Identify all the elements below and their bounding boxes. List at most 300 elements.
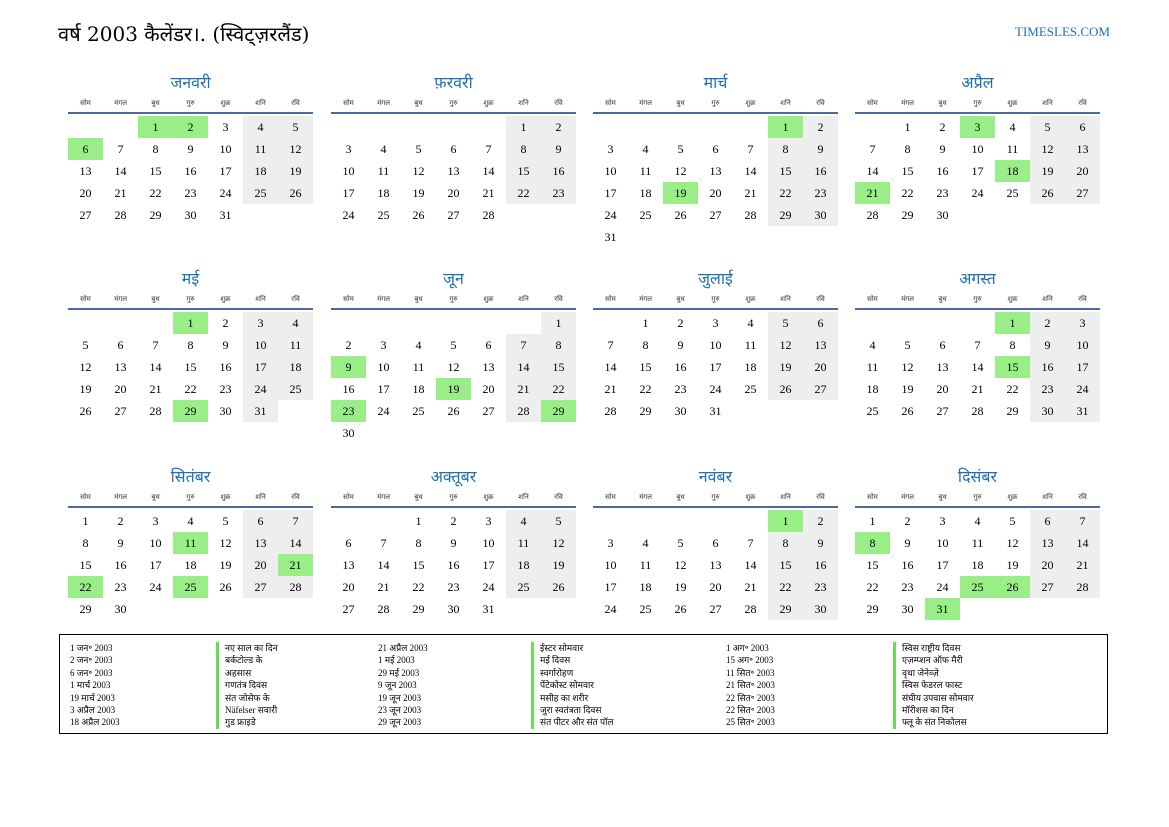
day-cell: 21 xyxy=(604,382,617,396)
holiday-day-cell: 19 xyxy=(436,378,471,400)
day-cell: 17 xyxy=(243,356,278,378)
day-cell: 20 xyxy=(79,186,92,200)
day-cell: 13 xyxy=(936,360,949,374)
day-cell: 17 xyxy=(342,186,355,200)
day-cell: 9 xyxy=(450,536,457,550)
day-cell: 5 xyxy=(677,142,684,156)
day-cell: 23 xyxy=(901,580,914,594)
day-cell: 20 xyxy=(342,580,355,594)
day-cell: 11 xyxy=(1006,142,1019,156)
day-cell: 14 xyxy=(971,360,984,374)
day-grid xyxy=(331,116,576,226)
page-title: वर्ष 2003 कैलेंडर।. (स्विट्ज़रलैंड) xyxy=(58,22,310,46)
holiday-name: एज़म्प्शन ऑफ मैरी xyxy=(893,654,1073,666)
day-cell: 12 xyxy=(447,360,460,374)
weekday-label: सोम xyxy=(80,493,91,501)
day-cell: 8 xyxy=(1009,338,1016,352)
weekday-label: शुक्र xyxy=(483,99,494,107)
holiday-name: गुड फ्राइडे xyxy=(216,716,366,728)
day-cell: 5 xyxy=(222,514,229,528)
day-cell: 14 xyxy=(604,360,617,374)
day-cell: 13 xyxy=(709,558,722,572)
weekday-label: शनि xyxy=(1042,99,1053,107)
day-cell: 11 xyxy=(278,334,313,356)
weekday-label: मंगल xyxy=(901,493,914,501)
day-cell: 3 xyxy=(222,120,229,134)
day-cell: 1 xyxy=(506,116,541,138)
weekday-label: गुरु xyxy=(449,493,458,501)
day-cell: 3 xyxy=(152,514,159,528)
empty-cell xyxy=(436,312,471,334)
day-cell: 25 xyxy=(506,576,541,598)
day-grid xyxy=(593,116,838,248)
day-cell: 7 xyxy=(869,142,876,156)
weekday-label: शनि xyxy=(255,493,266,501)
day-cell: 26 xyxy=(1030,182,1065,204)
holiday-day-cell: 1 xyxy=(768,116,803,138)
day-cell: 6 xyxy=(243,510,278,532)
day-cell: 24 xyxy=(709,382,722,396)
day-cell: 4 xyxy=(869,338,876,352)
day-cell: 27 xyxy=(803,378,838,400)
day-cell: 30 xyxy=(1030,400,1065,422)
holiday-date: 2 जन॰ 2003 xyxy=(70,655,113,666)
weekday-label: शनि xyxy=(1042,295,1053,303)
weekday-label: शनि xyxy=(255,99,266,107)
day-cell: 10 xyxy=(936,536,949,550)
day-cell: 20 xyxy=(803,356,838,378)
weekday-label: गुरु xyxy=(973,493,982,501)
weekday-header xyxy=(68,96,313,114)
weekday-label: गुरु xyxy=(449,99,458,107)
day-cell: 24 xyxy=(604,602,617,616)
weekday-label: शुक्र xyxy=(1007,493,1018,501)
holiday-day-cell: 21 xyxy=(278,554,313,576)
month-name: जून xyxy=(443,269,464,288)
day-grid xyxy=(331,312,576,444)
day-cell: 7 xyxy=(607,338,614,352)
weekday-label: मंगल xyxy=(114,295,127,303)
holiday-day-cell: 3 xyxy=(960,116,995,138)
day-cell: 29 xyxy=(412,602,425,616)
day-cell: 28 xyxy=(377,602,390,616)
weekday-label: मंगल xyxy=(377,99,390,107)
day-cell: 3 xyxy=(243,312,278,334)
weekday-label: रवि xyxy=(816,493,825,501)
day-cell: 15 xyxy=(79,558,92,572)
day-cell: 30 xyxy=(803,204,838,226)
empty-cell xyxy=(103,312,138,334)
day-cell: 9 xyxy=(222,338,229,352)
day-cell: 27 xyxy=(342,602,355,616)
weekday-header xyxy=(331,292,576,310)
day-cell: 22 xyxy=(541,378,576,400)
day-cell: 28 xyxy=(506,400,541,422)
day-cell: 7 xyxy=(152,338,159,352)
weekday-label: सोम xyxy=(605,295,616,303)
empty-cell xyxy=(960,312,995,334)
weekday-label: शुक्र xyxy=(220,99,231,107)
empty-cell xyxy=(925,312,960,334)
day-cell: 27 xyxy=(709,208,722,222)
holiday-date: 19 मार्च 2003 xyxy=(70,692,115,703)
holiday-date: 21 सित॰ 2003 xyxy=(726,680,775,691)
empty-cell xyxy=(593,510,628,532)
day-cell: 16 xyxy=(901,558,914,572)
day-cell: 24 xyxy=(1065,378,1100,400)
holiday-day-cell: 22 xyxy=(68,576,103,598)
day-cell: 26 xyxy=(412,208,425,222)
day-cell: 29 xyxy=(1006,404,1019,418)
day-cell: 26 xyxy=(674,208,687,222)
weekday-label: रवि xyxy=(1078,493,1087,501)
empty-cell xyxy=(401,312,436,334)
day-cell: 30 xyxy=(184,208,197,222)
day-cell: 8 xyxy=(642,338,649,352)
day-cell: 21 xyxy=(149,382,162,396)
holiday-name: स्वर्गारोहण xyxy=(531,667,701,679)
day-cell: 11 xyxy=(744,338,757,352)
day-cell: 24 xyxy=(149,580,162,594)
weekday-label: मंगल xyxy=(639,493,652,501)
day-cell: 25 xyxy=(744,382,757,396)
day-cell: 17 xyxy=(604,580,617,594)
day-cell: 16 xyxy=(674,360,687,374)
day-cell: 23 xyxy=(803,576,838,598)
holiday-day-cell: 9 xyxy=(331,356,366,378)
day-cell: 11 xyxy=(639,558,652,572)
day-cell: 24 xyxy=(482,580,495,594)
weekday-label: शनि xyxy=(780,493,791,501)
day-cell: 4 xyxy=(642,142,649,156)
month-name: मई xyxy=(181,269,200,288)
day-cell: 19 xyxy=(79,382,92,396)
day-cell: 21 xyxy=(971,382,984,396)
weekday-label: रवि xyxy=(554,295,563,303)
empty-cell xyxy=(138,312,173,334)
day-cell: 6 xyxy=(345,536,352,550)
day-cell: 5 xyxy=(82,338,89,352)
day-cell: 29 xyxy=(866,602,879,616)
month-name: जुलाई xyxy=(698,269,733,288)
day-cell: 20 xyxy=(1065,160,1100,182)
weekday-label: सोम xyxy=(605,493,616,501)
day-cell: 2 xyxy=(803,510,838,532)
day-cell: 14 xyxy=(377,558,390,572)
holiday-day-cell: 18 xyxy=(995,160,1030,182)
day-cell: 18 xyxy=(412,382,425,396)
day-cell: 27 xyxy=(1065,182,1100,204)
weekday-label: गुरु xyxy=(711,493,720,501)
holiday-name: जुरा स्वतंत्रता दिवस xyxy=(531,704,701,716)
day-cell: 17 xyxy=(377,382,390,396)
day-cell: 4 xyxy=(506,510,541,532)
day-cell: 25 xyxy=(639,208,652,222)
month-name: जनवरी xyxy=(170,73,211,92)
day-cell: 17 xyxy=(219,164,232,178)
day-cell: 18 xyxy=(243,160,278,182)
weekday-label: रवि xyxy=(1078,295,1087,303)
weekday-header xyxy=(855,292,1100,310)
day-cell: 13 xyxy=(114,360,127,374)
day-cell: 28 xyxy=(744,602,757,616)
day-cell: 9 xyxy=(677,338,684,352)
day-cell: 17 xyxy=(149,558,162,572)
day-cell: 16 xyxy=(541,160,576,182)
day-cell: 24 xyxy=(936,580,949,594)
day-cell: 3 xyxy=(939,514,946,528)
weekday-label: बुध xyxy=(414,493,423,501)
day-cell: 6 xyxy=(712,142,719,156)
holiday-day-cell: 29 xyxy=(541,400,576,422)
day-cell: 20 xyxy=(114,382,127,396)
empty-cell xyxy=(733,510,768,532)
holiday-name: मॉरीशस का दिन xyxy=(893,704,1073,716)
day-cell: 20 xyxy=(1030,554,1065,576)
holiday-name: संघीय उपवास सोमवार xyxy=(893,692,1073,704)
day-cell: 30 xyxy=(219,404,232,418)
day-cell: 28 xyxy=(744,208,757,222)
day-grid xyxy=(855,116,1100,226)
day-cell: 15 xyxy=(901,164,914,178)
empty-cell xyxy=(698,510,733,532)
day-cell: 28 xyxy=(482,208,495,222)
day-cell: 7 xyxy=(117,142,124,156)
site-link[interactable]: TIMESLES.COM xyxy=(1015,24,1110,39)
day-cell: 5 xyxy=(768,312,803,334)
weekday-label: शनि xyxy=(518,99,529,107)
day-cell: 5 xyxy=(1009,514,1016,528)
day-cell: 30 xyxy=(447,602,460,616)
day-cell: 26 xyxy=(278,182,313,204)
holiday-date: 21 अप्रैल 2003 xyxy=(378,643,428,653)
day-cell: 26 xyxy=(541,576,576,598)
day-cell: 21 xyxy=(377,580,390,594)
day-cell: 27 xyxy=(243,576,278,598)
day-cell: 13 xyxy=(709,164,722,178)
weekday-label: शुक्र xyxy=(745,99,756,107)
day-cell: 10 xyxy=(604,164,617,178)
month-block xyxy=(331,266,576,444)
empty-cell xyxy=(366,510,401,532)
day-cell: 16 xyxy=(803,160,838,182)
day-cell: 12 xyxy=(674,558,687,572)
day-cell: 28 xyxy=(866,208,879,222)
day-cell: 3 xyxy=(485,514,492,528)
day-cell: 11 xyxy=(971,536,984,550)
day-cell: 26 xyxy=(674,602,687,616)
empty-cell xyxy=(68,312,103,334)
day-cell: 26 xyxy=(447,404,460,418)
day-cell: 21 xyxy=(114,186,127,200)
day-cell: 9 xyxy=(904,536,911,550)
weekday-label: शनि xyxy=(255,295,266,303)
day-cell: 4 xyxy=(1009,120,1016,134)
day-cell: 26 xyxy=(219,580,232,594)
weekday-label: मंगल xyxy=(377,295,390,303)
empty-cell xyxy=(471,116,506,138)
empty-cell xyxy=(401,116,436,138)
day-cell: 12 xyxy=(541,532,576,554)
weekday-label: सोम xyxy=(80,99,91,107)
day-cell: 7 xyxy=(506,334,541,356)
day-cell: 19 xyxy=(278,160,313,182)
day-cell: 6 xyxy=(485,338,492,352)
month-block xyxy=(855,266,1100,422)
weekday-label: गुरु xyxy=(711,99,720,107)
day-cell: 19 xyxy=(1030,160,1065,182)
day-cell: 15 xyxy=(768,160,803,182)
day-cell: 21 xyxy=(506,378,541,400)
weekday-label: शनि xyxy=(780,99,791,107)
day-cell: 25 xyxy=(243,182,278,204)
day-cell: 15 xyxy=(639,360,652,374)
holiday-date: 29 जून 2003 xyxy=(378,717,422,728)
day-cell: 25 xyxy=(377,208,390,222)
holiday-date: 25 सित॰ 2003 xyxy=(726,717,775,728)
weekday-header xyxy=(593,96,838,114)
holiday-name: मई दिवस xyxy=(531,654,701,666)
day-cell: 5 xyxy=(904,338,911,352)
day-cell: 12 xyxy=(278,138,313,160)
day-cell: 4 xyxy=(380,142,387,156)
weekday-label: मंगल xyxy=(377,493,390,501)
day-cell: 11 xyxy=(866,360,879,374)
holiday-day-cell: 23 xyxy=(331,400,366,422)
holiday-day-cell: 29 xyxy=(173,400,208,422)
day-cell: 25 xyxy=(866,404,879,418)
weekday-header xyxy=(593,490,838,508)
day-cell: 14 xyxy=(744,164,757,178)
day-cell: 24 xyxy=(342,208,355,222)
holiday-date: 3 अप्रैल 2003 xyxy=(70,705,116,716)
empty-cell xyxy=(593,312,628,334)
day-cell: 1 xyxy=(869,514,876,528)
day-cell: 20 xyxy=(447,186,460,200)
day-cell: 11 xyxy=(506,532,541,554)
day-cell: 4 xyxy=(243,116,278,138)
weekday-label: रवि xyxy=(816,99,825,107)
holiday-name: संत पीटर और संत पॉल xyxy=(531,716,701,728)
day-cell: 17 xyxy=(936,558,949,572)
empty-cell xyxy=(331,312,366,334)
holiday-name: वृथा जेनेव्ज़े xyxy=(893,667,1073,679)
day-cell: 13 xyxy=(803,334,838,356)
day-cell: 2 xyxy=(117,514,124,528)
day-grid xyxy=(855,312,1100,422)
holiday-day-cell: 1 xyxy=(173,312,208,334)
day-cell: 26 xyxy=(768,378,803,400)
weekday-label: शुक्र xyxy=(220,295,231,303)
holiday-name: पेंटेकोस्ट सोमवार xyxy=(531,679,701,691)
day-cell: 7 xyxy=(278,510,313,532)
holiday-name: ईस्टर सोमवार xyxy=(531,642,701,654)
holiday-date: 6 जन॰ 2003 xyxy=(70,667,113,678)
holiday-day-cell: 1 xyxy=(768,510,803,532)
weekday-label: रवि xyxy=(554,493,563,501)
weekday-label: गुरु xyxy=(449,295,458,303)
day-cell: 17 xyxy=(482,558,495,572)
day-cell: 5 xyxy=(450,338,457,352)
holiday-day-cell: 19 xyxy=(663,182,698,204)
day-cell: 24 xyxy=(971,186,984,200)
day-cell: 5 xyxy=(541,510,576,532)
weekday-label: रवि xyxy=(291,99,300,107)
weekday-label: बुध xyxy=(938,295,947,303)
day-cell: 5 xyxy=(677,536,684,550)
day-cell: 8 xyxy=(506,138,541,160)
day-cell: 11 xyxy=(243,138,278,160)
day-cell: 6 xyxy=(1030,510,1065,532)
day-cell: 18 xyxy=(377,186,390,200)
day-cell: 17 xyxy=(971,164,984,178)
day-cell: 4 xyxy=(747,316,754,330)
holiday-list xyxy=(59,634,1108,734)
day-cell: 18 xyxy=(278,356,313,378)
day-cell: 6 xyxy=(939,338,946,352)
day-cell: 2 xyxy=(541,116,576,138)
day-cell: 22 xyxy=(768,182,803,204)
holiday-date: 29 मई 2003 xyxy=(378,667,420,678)
month-name: दिसंबर xyxy=(957,467,998,486)
holiday-name: Näfelser सवारी xyxy=(216,704,366,716)
month-name: मार्च xyxy=(703,73,728,92)
day-cell: 1 xyxy=(904,120,911,134)
day-cell: 8 xyxy=(541,334,576,356)
weekday-label: शुक्र xyxy=(745,295,756,303)
holiday-name: गणतंत्र दिवस xyxy=(216,679,366,691)
day-cell: 29 xyxy=(768,598,803,620)
weekday-label: रवि xyxy=(1078,99,1087,107)
day-cell: 12 xyxy=(901,360,914,374)
day-cell: 20 xyxy=(243,554,278,576)
day-cell: 16 xyxy=(447,558,460,572)
holiday-name: मसीह का शरीर xyxy=(531,692,701,704)
empty-cell xyxy=(855,116,890,138)
day-cell: 6 xyxy=(450,142,457,156)
holiday-date: 9 जून 2003 xyxy=(378,680,417,691)
weekday-label: गुरु xyxy=(186,99,195,107)
day-cell: 12 xyxy=(79,360,92,374)
day-cell: 19 xyxy=(541,554,576,576)
weekday-label: मंगल xyxy=(114,99,127,107)
weekday-header xyxy=(855,490,1100,508)
weekday-label: शुक्र xyxy=(483,295,494,303)
day-cell: 2 xyxy=(677,316,684,330)
day-cell: 16 xyxy=(803,554,838,576)
day-cell: 7 xyxy=(747,536,754,550)
holiday-names-col2 xyxy=(531,642,701,729)
weekday-label: रवि xyxy=(816,295,825,303)
day-cell: 20 xyxy=(709,580,722,594)
day-cell: 18 xyxy=(506,554,541,576)
day-cell: 29 xyxy=(79,602,92,616)
day-cell: 13 xyxy=(243,532,278,554)
day-cell: 15 xyxy=(866,558,879,572)
empty-cell xyxy=(698,116,733,138)
day-cell: 14 xyxy=(1065,532,1100,554)
day-cell: 2 xyxy=(904,514,911,528)
day-cell: 25 xyxy=(639,602,652,616)
weekday-label: शुक्र xyxy=(745,493,756,501)
weekday-header xyxy=(68,292,313,310)
holiday-day-cell: 26 xyxy=(995,576,1030,598)
day-cell: 10 xyxy=(709,338,722,352)
day-cell: 9 xyxy=(803,138,838,160)
day-cell: 29 xyxy=(149,208,162,222)
day-cell: 8 xyxy=(768,138,803,160)
weekday-label: बुध xyxy=(151,493,160,501)
